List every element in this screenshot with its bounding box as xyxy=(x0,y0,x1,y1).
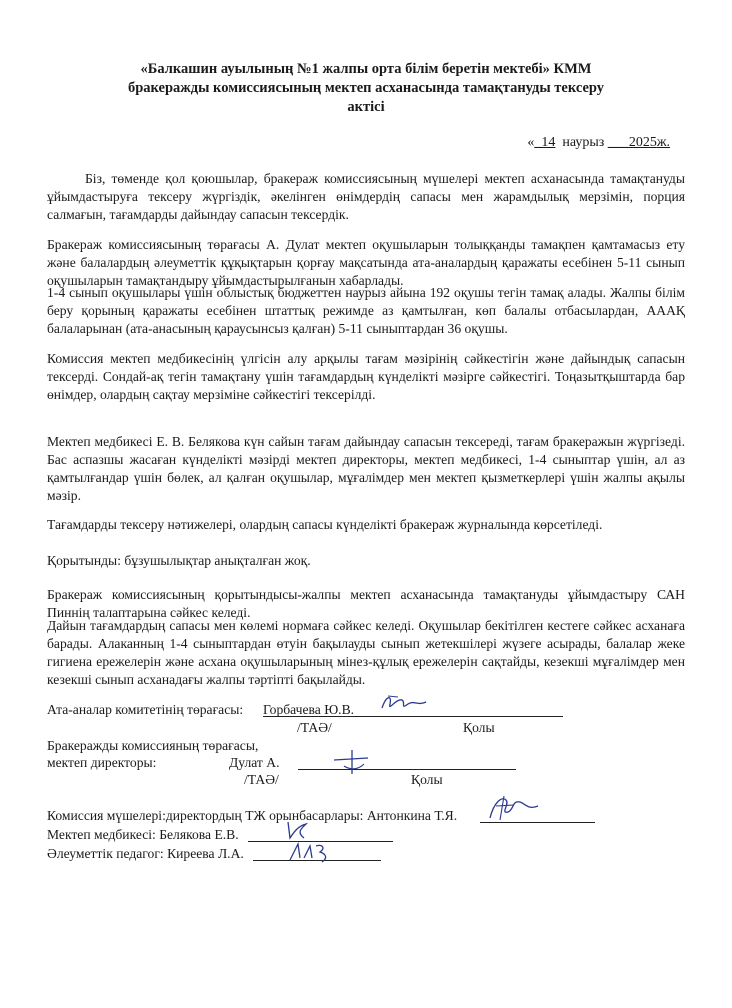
members-signature-icon xyxy=(484,792,542,824)
nurse-signature-icon xyxy=(282,818,312,842)
parents-signature-icon xyxy=(378,690,430,716)
commission-members-label: Комиссия мүшелері:директордың ТЖ орынбасарлары: Антонкина Т.Я. xyxy=(47,808,458,823)
act-date xyxy=(527,135,670,151)
document-title xyxy=(40,60,692,117)
parents-fio-caption: /ТАӘ/ xyxy=(297,720,332,735)
chair-label-line-2: мектеп директоры: xyxy=(47,755,157,770)
date-month: наурыз xyxy=(562,135,605,150)
parents-sign-caption: Қолы xyxy=(463,720,495,735)
chair-label-line-1: Бракеражды комиссияның төрағасы, xyxy=(47,738,259,753)
paragraph-chair-report: Бракераж комиссиясының төрағасы А. Дулат мектеп оқушыларын толыққанды тамақпен қамтамасыз ету және балалардың әлеуметтік құқықтарын қорғау мақсатында ата-аналардың қаражаты есебінен 5-11 сынып оқушыларын тамақтандыру ұйымдастырылғанын хабарлады. xyxy=(47,237,685,288)
date-year: 2025 xyxy=(628,135,657,150)
parents-committee-label: Ата-аналар комитетінің төрағасы: xyxy=(47,702,244,717)
paragraph-nurse-check: Мектеп медбикесі Е. В. Белякова күн сайын тағам дайындау сапасын тексереді, тағам бракеражын жүргізеді. Бас аспазшы жасаған күнделікті мәзірді мектеп директоры, мектеп медбикесі, 1-4 сыныптар үшін, ал аз қамтылғандар үшін бөлек, ал қалған оқушылар, мұғалімдер мен мектеп қызметкерлері үшін жалпы ақылы мәзір. xyxy=(47,434,685,503)
parents-committee-name: Горбачева Ю.В. xyxy=(263,702,355,717)
chair-sign-caption: Қолы xyxy=(411,772,443,787)
paragraph-conclusion: Қорытынды: бұзушылықтар анықталған жоқ. xyxy=(47,553,311,568)
paragraph-menu-check: Комиссия мектеп медбикесінің үлгісін алу арқылы тағам мәзірінің сәйкестігін және дайындық сапасын тексерді. Сондай-ақ тегін тамақтану үшін тағамдардың күнделікті мәзірге сәйкестігі. Тоңазытқыштарда бар өнімдер, олардың сақтау мерзіміне сәйкестігі тексерілді. xyxy=(47,351,685,402)
title-line-1: «Балкашин ауылының №1 жалпы орта білім беретін мектебі» КММ xyxy=(140,61,592,77)
date-open-quote: « xyxy=(527,135,535,150)
date-dash: ___ xyxy=(607,135,629,150)
paragraph-quality: Дайын тағамдардың сапасы мен көлемі нормаға сәйкес келеді. Оқушылар бекітілген кестеге сәйкес асханаға барады. Алаканның 1-4 сыныптардан өтуін бақылауды сынып жетекшілері жүзеге асырады, балалар жеке гигиена ережелерін және асхана оқушыларының мінез-құлық ережелерін сақтайды, кезекші мұғалімдер мен кезекші сынып асханадағы жалпы тәртіпті бақылайды. xyxy=(47,618,685,687)
chair-fio-caption: /ТАӘ/ xyxy=(244,772,279,787)
pedagog-signature-icon xyxy=(286,840,334,864)
title-line-3: актісі xyxy=(347,99,385,115)
date-day: _14 xyxy=(534,135,556,150)
paragraph-sanpin: Бракераж комиссиясының қорытындысы-жалпы мектеп асханасында тамақтануды ұйымдастыру САН Пиннің талаптарына сәйкес келеді. xyxy=(47,587,685,620)
chair-signature-icon xyxy=(330,748,374,776)
title-line-2: бракеражды комиссиясының мектеп асханасында тамақтануды тексеру xyxy=(127,80,605,96)
parents-signature-line xyxy=(263,716,563,717)
paragraph-free-meals: 1-4 сынып оқушылары үшін облыстық бюджеттен наурыз айына 192 оқушы тегін тамақ алады. Жалпы білім беру қорының қаражаты есебінен штаттық режимде аз қамтылған, көп балалы отбасылардан, АААҚ балаларынан (ата-анасының қараусынсыз қалған) 5-11 сыныптардан 36 оқушы. xyxy=(47,285,685,336)
social-pedagog-label: Әлеуметтік педагог: Киреева Л.А. xyxy=(47,846,244,861)
date-suffix: ж. xyxy=(656,135,670,150)
nurse-label: Мектеп медбикесі: Белякова Е.В. xyxy=(47,827,239,842)
chair-name: Дулат А. xyxy=(229,755,280,770)
paragraph-journal: Тағамдарды тексеру нәтижелері, олардың сапасы күнделікті бракераж журналында көрсетіледі. xyxy=(47,517,603,532)
paragraph-intro: Біз, төменде қол қоюшылар, бракераж комиссиясының мүшелері мектеп асханасында тамақтануды ұйымдастыруға тексеру жүргіздік, әкелінген өнімдердің сапасы мен жарамдылық мерзімін, порция салмағын, тағамдарды дайындау сапасын тексердік. xyxy=(47,171,685,222)
